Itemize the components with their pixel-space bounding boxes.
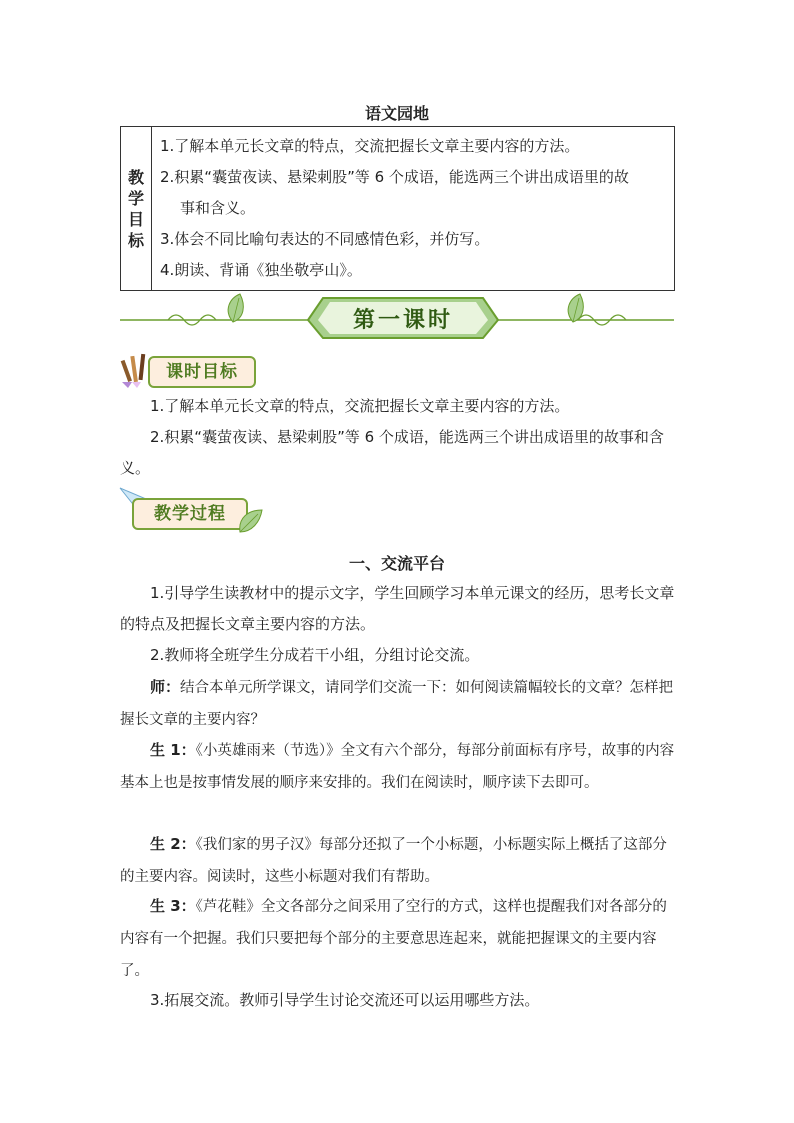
dialogue-student: 生 2：《我们家的男子汉》每部分还拟了一个小标题，小标题实际上概括了这部分的主要内容。阅读时，这些小标题对我们有帮助。 — [120, 835, 667, 885]
goal-item: 事和含义。 — [180, 199, 256, 217]
teaching-process-tag — [118, 484, 268, 536]
process-step: 3.拓展交流。教师引导学生讨论交流还可以运用哪些方法。 — [150, 991, 540, 1009]
process-step: 1.引导学生读教材中的提示文字，学生回顾学习本单元课文的经历，思考长文章的特点及把握长文章主要内容的方法。 — [120, 584, 675, 633]
goal-item: 2.积累“囊萤夜读、悬梁刺股”等 6 个成语，能选两三个讲出成语里的故 — [160, 168, 629, 186]
process-step: 2.教师将全班学生分成若干小组，分组讨论交流。 — [150, 646, 480, 664]
goals-label-char: 教 — [127, 167, 144, 187]
lesson-banner-title: 第一课时 — [352, 308, 454, 333]
speaker-label: 生 2： — [150, 835, 196, 853]
goals-label-char: 标 — [127, 230, 144, 250]
goal-item: 3.体会不同比喻句表达的不同感情色彩，并仿写。 — [160, 230, 490, 248]
lesson-banner — [118, 292, 676, 340]
dialogue-teacher: 师：结合本单元所学课文，请同学们交流一下：如何阅读篇幅较长的文章？怎样把握长文章的主要内容？ — [120, 678, 674, 728]
lesson-goal-item: 1.了解本单元长文章的特点，交流把握长文章主要内容的方法。 — [150, 397, 570, 415]
dialogue-student: 生 3：《芦花鞋》全文各部分之间采用了空行的方式，这样也提醒我们对各部分的内容有一个把握。我们只要把每个部分的主要意思连起来，就能把握课文的主要内容了。 — [120, 897, 667, 979]
lesson-goals-tag-label: 课时目标 — [148, 356, 256, 388]
section-heading: 一、交流平台 — [348, 554, 445, 573]
leaf-icon — [568, 294, 583, 322]
lesson-goal-item: 2.积累“囊萤夜读、悬梁刺股”等 6 个成语，能选两三个讲出成语里的故事和含义。 — [120, 428, 664, 477]
dialogue-student: 生 1：《小英雄雨来（节选）》全文有六个部分，每部分前面标有序号，故事的内容基本上也是按事情发展的顺序来安排的。我们在阅读时，顺序读下去即可。 — [120, 741, 675, 791]
goals-label-char: 学 — [127, 188, 144, 208]
leaf-icon — [228, 294, 243, 322]
teaching-goals-table — [120, 126, 675, 291]
goal-item: 1.了解本单元长文章的特点，交流把握长文章主要内容的方法。 — [160, 137, 580, 155]
goal-item: 4.朗读、背诵《独坐敬亭山》。 — [160, 261, 362, 279]
goals-label-char: 目 — [127, 209, 144, 229]
leaf-icon — [236, 506, 266, 536]
speaker-label: 生 3： — [150, 897, 196, 915]
lesson-goals-tag — [118, 350, 258, 390]
goals-label-cell — [121, 127, 152, 291]
goals-body-cell — [152, 127, 675, 291]
teaching-process-tag-label: 教学过程 — [132, 498, 248, 530]
speaker-label: 生 1： — [150, 741, 196, 759]
speaker-label: 师： — [150, 678, 181, 696]
document-title: 语文园地 — [364, 104, 429, 123]
